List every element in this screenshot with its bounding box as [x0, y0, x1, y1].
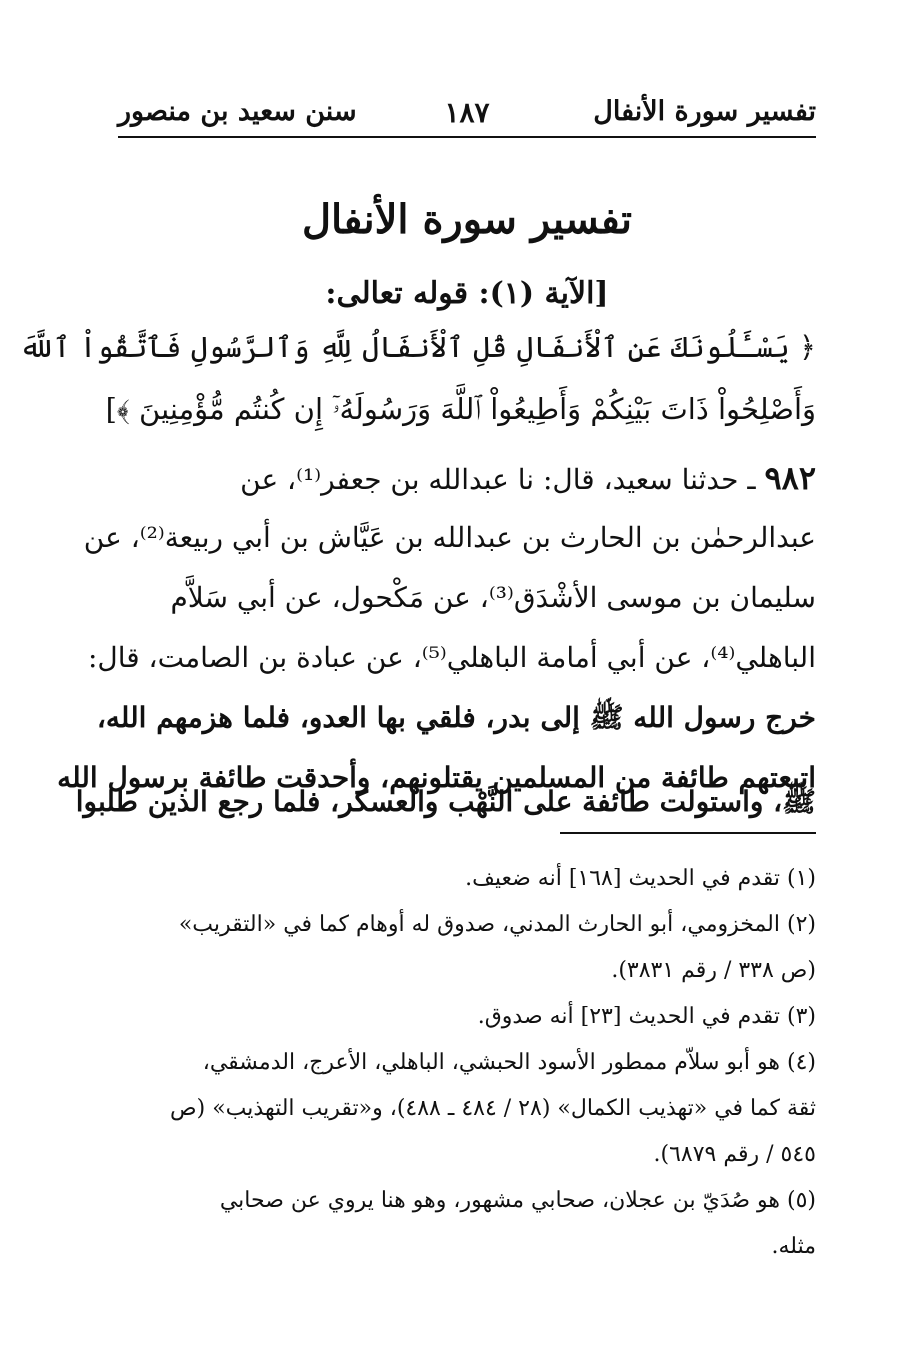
hadith-line: عبدالرحمٰن بن الحارث بن عبدالله بن عَيَّاش بن أبي ربيعة⁽²⁾، عن: [83, 521, 816, 554]
hadith-line: الباهلي⁽⁴⁾، عن أبي أمامة الباهلي⁽⁵⁾، عن عبادة بن الصامت، قال:: [87, 641, 816, 674]
hadith-first-line: [118, 448, 816, 508]
quran-verse-line: ﴿ يَسْـَٔلُونَكَ عَنِ ٱلْأَنفَالِ قُلِ ٱلْأَنفَالُ لِلَّهِ وَٱلرَّسُولِ فَٱتَّقُواْ ٱللَّهَ: [19, 330, 816, 364]
footnote-line: (٥) هو صُدَيّ بن عجلان، صحابي مشهور، وهو هنا يروي عن صحابي: [219, 1188, 816, 1213]
hadith-line: سليمان بن موسى الأشْدَق⁽³⁾، عن مَكْحول، عن أبي سَلاَّم: [170, 581, 816, 614]
hadith-matn-line: ﷺ، واستولت طائفة على النَّهْب والعسكر، فلما رجع الذين طلبوا: [75, 785, 816, 818]
footnote-line: ثقة كما في «تهذيب الكمال» (٢٨ / ٤٨٤ ـ ٤٨٨)، و«تقريب التهذيب» (ص: [170, 1096, 816, 1121]
footnote-divider: [560, 832, 816, 834]
header-surah-title: تفسير سورة الأنفال: [593, 96, 816, 127]
footnote-line: (٣) تقدم في الحديث [٢٣] أنه صدوق.: [477, 1004, 816, 1029]
ayah-label: [الآية (١): قوله تعالى:: [325, 276, 609, 311]
footnote-line: (ص ٣٣٨ / رقم ٣٨٣١).: [611, 958, 816, 983]
footnote-line: (١) تقدم في الحديث [١٦٨] أنه ضعيف.: [465, 866, 816, 891]
header-divider: [118, 136, 816, 138]
hadith-number: ٩٨٢: [764, 459, 816, 497]
hadith-text: ـ حدثنا سعيد، قال: نا عبدالله بن جعفر⁽¹⁾، عن: [240, 463, 756, 496]
page-number: ١٨٧: [444, 96, 490, 129]
footnote-line: مثله.: [771, 1234, 816, 1259]
quran-verse-line: وَأَصْلِحُواْ ذَاتَ بَيْنِكُمْ وَأَطِيعُواْ ٱللَّهَ وَرَسُولَهُۥٓ إِن كُنتُم مُّؤْمِنِينَ ﴾]: [105, 392, 816, 426]
section-title: تفسير سورة الأنفال: [301, 196, 633, 243]
hadith-matn-line: خرج رسول الله ﷺ إلى بدر، فلقي بها العدو، فلما هزمهم الله،: [96, 701, 816, 734]
footnote-line: ٥٤٥ / رقم ٦٨٧٩).: [653, 1142, 816, 1167]
hadith-matn-line: اتبعتهم طائفة من المسلمين يقتلونهم، وأحدقت طائفة برسول الله: [57, 761, 816, 794]
header-book-title: سنن سعيد بن منصور: [118, 96, 357, 127]
footnote-line: (٢) المخزومي، أبو الحارث المدني، صدوق له أوهام كما في «التقريب»: [178, 912, 816, 937]
page-header: [118, 96, 816, 132]
footnote-line: (٤) هو أبو سلاّم ممطور الأسود الحبشي، الباهلي، الأعرج، الدمشقي،: [202, 1050, 816, 1075]
